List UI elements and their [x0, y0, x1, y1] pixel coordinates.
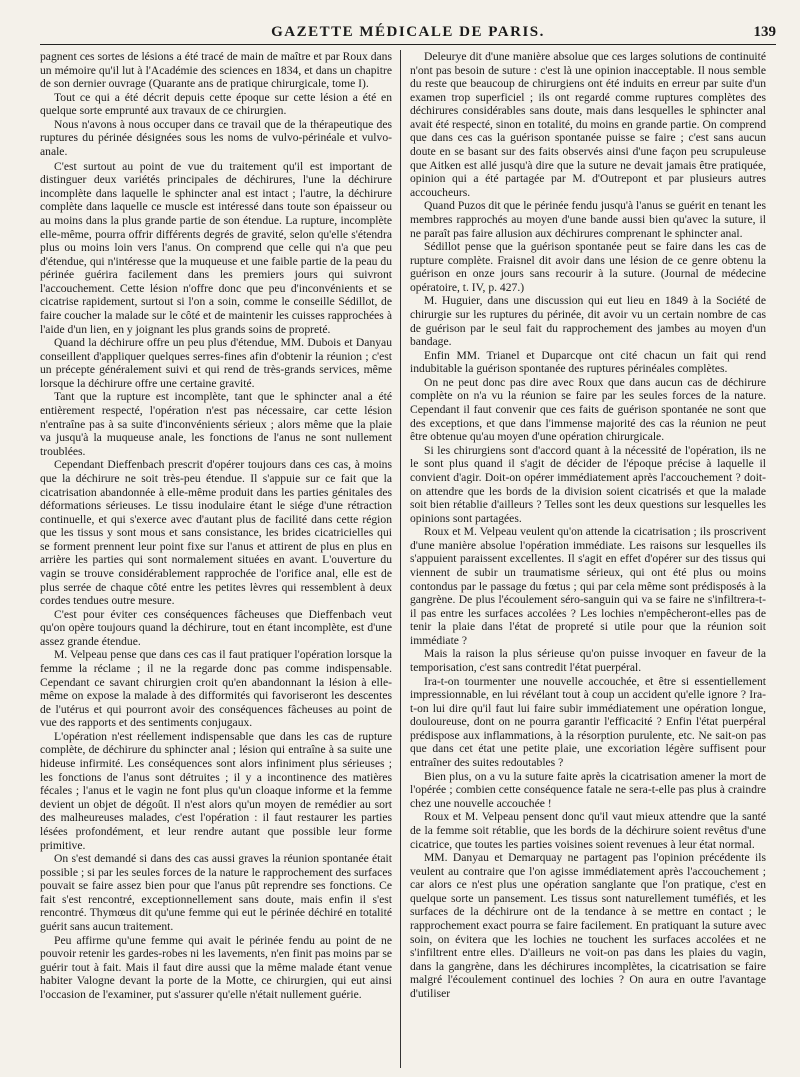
paragraph: Roux et M. Velpeau pensent donc qu'il vaut mieux attendre que la santé de la femme soit rétablie, que les bords de la déchirure soient revêtus d'une cicatrice, que toutes les parties voisines soient revenues à leur état normal.	[410, 810, 766, 851]
paragraph: Tant que la rupture est incomplète, tant que le sphincter anal a été entièrement respecté, l'opération n'est pas nécessaire, car cette lésion n'entraîne pas à sa suite d'inconvénients sérieux ; alors même que la plaie va jusqu'à la muqueuse anale, les fonctions de l'anus ne sont nullement troublées.	[40, 390, 392, 458]
paragraph: Ira-t-on tourmenter une nouvelle accouchée, et être si essentiellement impressionnable, en lui révélant tout à coup un accident qu'elle ignore ? Ira-t-on lui dire qu'il faut lui faire subir immédiatement une opération longue, douloureuse, dont on ne pourra garantir l'efficacité ? Enfin l'état puerpéral prédispose aux inflammations, à la résorption purulente, etc. Ne sait-on pas que dans cet état une petite plaie, une excoriation légère suffisent pour entraîner des suites redoutables ?	[410, 674, 766, 770]
right-column	[410, 50, 766, 1070]
column-divider	[400, 50, 401, 1068]
paragraph: Quand la déchirure offre un peu plus d'étendue, MM. Dubois et Danyau conseillent d'appliquer quelques serres-fines afin d'obtenir la réunion ; c'est un précepte généralement suivi et qui rend de très-grands services, même lorsque la déchirure offre une certaine gravité.	[40, 336, 392, 390]
left-column	[40, 50, 392, 1070]
paragraph: Si les chirurgiens sont d'accord quant à la nécessité de l'opération, ils ne le sont plus quand il s'agit de décider de l'époque précise à laquelle il convient d'agir. Doit-on opérer immédiatement après l'accouchement ? doit-on attendre que les bords de la division soient cicatrisés et que la malade soit bien rétablie d'ailleurs ? Telles sont les deux questions sur lesquelles les opinions sont partagées.	[410, 443, 766, 525]
paragraph: C'est surtout au point de vue du traitement qu'il est important de distinguer deux variétés principales de déchirures, l'une la déchirure incomplète dans laquelle le sphincter anal est intact ; l'autre, la déchirure complète dans laquelle ce muscle est intéressé dans toute son épaisseur ou au moins dans la plus grande partie de son étendue. La rupture, incomplète elle-même, pourra offrir différents degrés de gravité, selon qu'elle s'étendra plus ou moins loin vers l'anus. On comprend que celle qui n'a que peu d'étendue, qui n'intéresse que la muqueuse et une faible partie de la peau du périnée guérira facilement dans les premiers jours qui suivront l'accouchement. Cette lésion n'offre donc que peu d'inconvénients et se cicatrise rapidement, surtout si l'on a soin, comme le conseille Sédillot, de faire coucher la malade sur le côté et de maintenir les cuisses rapprochées à l'aide d'un lien, en y joignant les plus grands soins de propreté.	[40, 159, 392, 336]
paragraph: Peu affirme qu'une femme qui avait le périnée fendu au point de ne pouvoir retenir les gardes-robes ni les lavements, n'en finit pas moins par se guérir tout à fait. Mais il faut dire aussi que la même malade étant venue habiter Valogne devant la porte de la Motte, ce chirurgien, qui eut ainsi l'occasion de l'examiner, put s'assurer qu'elle n'était nullement guérie.	[40, 933, 392, 1001]
paragraph: MM. Danyau et Demarquay ne partagent pas l'opinion précédente ils veulent au contraire que l'on agisse immédiatement après l'accouchement ; car alors ce n'est plus une opération sanglante que l'on pratique, c'est en quelque sorte un pansement. Les tissus sont naturellement tuméfiés, et les surfaces de la déchirure ont de la tendance à se mettre en contact ; le rapprochement exact pourra se faire facilement. En pratiquant la suture avec soin, on évitera que les lochies ne touchent les surfaces accolées et ne s'infiltrent entre elles. D'ailleurs ne voit-on pas dans les plaies du vagin, dans la gangrène, dans les déchirures incomplètes, la cicatrisation se faire malgré l'écoulement continuel des lochies ? On aura en outre l'avantage d'utiliser	[410, 851, 766, 1000]
paragraph: M. Huguier, dans une discussion qui eut lieu en 1849 à la Société de chirurgie sur les ruptures du périnée, dit avoir vu un certain nombre de cas de guérison par le seul fait du rapprochement des jambes au moyen d'un bandage.	[410, 294, 766, 349]
paragraph: Tout ce qui a été décrit depuis cette époque sur cette lésion a été en quelque sorte emprunté aux travaux de ce chirurgien.	[40, 90, 392, 118]
paragraph: Enfin MM. Trianel et Duparcque ont cité chacun un fait qui rend indubitable la guérison spontanée des ruptures périnéales complètes.	[410, 348, 766, 376]
paragraph: pagnent ces sortes de lésions a été tracé de main de maître et par Roux dans un mémoire qu'il lut à l'Académie des sciences en 1834, et dans un chapitre de son dernier ouvrage (Quarante ans de pratique chirurgicale, tome I).	[40, 50, 392, 91]
journal-title: GAZETTE MÉDICALE DE PARIS.	[271, 24, 545, 40]
paragraph: Bien plus, on a vu la suture faite après la cicatrisation amener la mort de l'opérée ; combien cette conséquence fatale ne sera-t-elle pas plus à craindre chez une nouvelle accouchée !	[410, 769, 766, 810]
paragraph: Deleurye dit d'une manière absolue que ces larges solutions de continuité n'ont pas besoin de suture : c'est là une opinion inacceptable. Il nous semble du reste que beaucoup de chirurgiens ont été induits en erreur par suite d'un examen trop superficiel ; ils ont regardé comme ruptures complètes des déchirures considérables sans doute, mais dans lesquelles le sphincter anal avait été respecté, sinon en totalité, du moins en grande partie. On comprend que dans ces cas la guérison spontanée puisse se faire ; c'est sans aucun doute en se basant sur des faits observés ainsi d'une façon peu scrupuleuse que Aitken est allé jusqu'à dire que la suture ne devait jamais être pratiquée, opinion qui a été partagée par M. d'Outrepont et par plusieurs autres accoucheurs.	[410, 50, 766, 199]
paragraph: Quand Puzos dit que le périnée fendu jusqu'à l'anus se guérit en tenant les membres rapprochés au moyen d'une bande aussi bien qu'avec la suture, il ne paraît pas faire allusion aux déchirures comprenant le sphincter anal.	[410, 199, 766, 240]
page-header	[40, 18, 776, 45]
paragraph: Roux et M. Velpeau veulent qu'on attende la cicatrisation ; ils proscrivent d'une manière absolue l'opération immédiate. Les raisons sur lesquelles ils s'appuient paraissent excellentes. Il s'agit en effet d'opérer sur des tissus qui viennent de subir un traumatisme sérieux, qui ont été plus ou moins contondus par le passage du fœtus ; qui par cela même sont prédisposés à la gangrène. De plus l'écoulement séro-sanguin qui va se faire ne s'infiltrera-t-il pas entre les surfaces accolées ? Les lochies n'empêcheront-elles pas de tenir la plaie dans l'état de propreté si utile pour que la réunion soit immédiate ?	[410, 525, 766, 647]
paragraph: On s'est demandé si dans des cas aussi graves la réunion spontanée était possible ; si par les seules forces de la nature le rapprochement des surfaces pouvait se faire assez bien pour que l'anus pût reprendre ses fonctions. Ce fait s'est rencontré, exceptionnellement sans doute, mais enfin il s'est rencontré. Thymœus dit qu'une femme qui eut le périnée déchiré en totalité guérit sans aucun traitement.	[40, 852, 392, 933]
paragraph: M. Velpeau pense que dans ces cas il faut pratiquer l'opération lorsque la femme la réclame ; il ne la regarde donc pas comme indispensable. Cependant ce savant chirurgien croit qu'en abandonnant la lésion à elle-même on expose la malade à des difformités qui favoriseront les descentes de l'utérus et qui pourront avoir des conséquences fâcheuses au point de vue des rapports et des sentiments conjugaux.	[40, 648, 392, 730]
paragraph: Cependant Dieffenbach prescrit d'opérer toujours dans ces cas, à moins que la déchirure ne soit très-peu étendue. Il s'appuie sur ce fait que la cicatrisation abandonnée à elle-même produit dans les parties génitales des déformations sérieuses. Le tissu inodulaire étant le siége d'une rétraction continuelle, et qui s'exerce avec d'autant plus de facilité dans cette région que les tissus y sont mous et sans consistance, les brides cicatricielles qui se forment prennent leur point fixe sur l'anus et attirent de plus en plus en arrière les parties qui sont normalement situées en avant. L'ouverture du vagin se trouve considérablement rapprochée de l'orifice anal, elle est de plus serrée de chaque côté entre les petites lèvres qui ressemblent à deux cordes tendues outre mesure.	[40, 458, 392, 608]
paragraph: On ne peut donc pas dire avec Roux que dans aucun cas de déchirure complète on n'a vu la réunion se faire par les seules forces de la nature. Cependant il faut convenir que ces faits de guérison spontanée ne sont que des exceptions, et que dans l'immense majorité des cas la réunion ne peut être obtenue qu'au moyen d'une opération chirurgicale.	[410, 375, 766, 444]
paragraph: Mais la raison la plus sérieuse qu'on puisse invoquer en faveur de la temporisation, c'est sans contredit l'état puerpéral.	[410, 647, 766, 675]
paragraph: Nous n'avons à nous occuper dans ce travail que de la thérapeutique des ruptures du périnée désignées sous les noms de vulvo-périnéale et vulvo-anale.	[40, 117, 392, 159]
paragraph: Sédillot pense que la guérison spontanée peut se faire dans les cas de rupture complète. Fraisnel dit avoir dans une lésion de ce genre obtenu la guérison en onze jours sans recourir à la suture. (Journal de médecine opératoire, t. IV, p. 427.)	[410, 240, 766, 294]
paragraph: L'opération n'est réellement indispensable que dans les cas de rupture complète, de déchirure du sphincter anal ; lésion qui entraîne à sa suite une hideuse infirmité. Les conséquences sont alors infiniment plus sérieuses ; les fonctions de l'anus sont détruites ; il y a incontinence des matières fécales ; l'anus et le vagin ne font plus qu'un cloaque informe et la femme devient un objet de dégoût. Il n'est alors qu'un moyen de remédier au sort des malheureuses malades, c'est l'opération : il faut restaurer les parties lésées profondément, et leur rendre autant que possible leur forme primitive.	[40, 729, 392, 852]
paragraph: C'est pour éviter ces conséquences fâcheuses que Dieffenbach veut qu'on opère toujours quand la déchirure, tout en étant incomplète, est d'une assez grande étendue.	[40, 607, 392, 648]
page-number: 139	[753, 24, 776, 40]
